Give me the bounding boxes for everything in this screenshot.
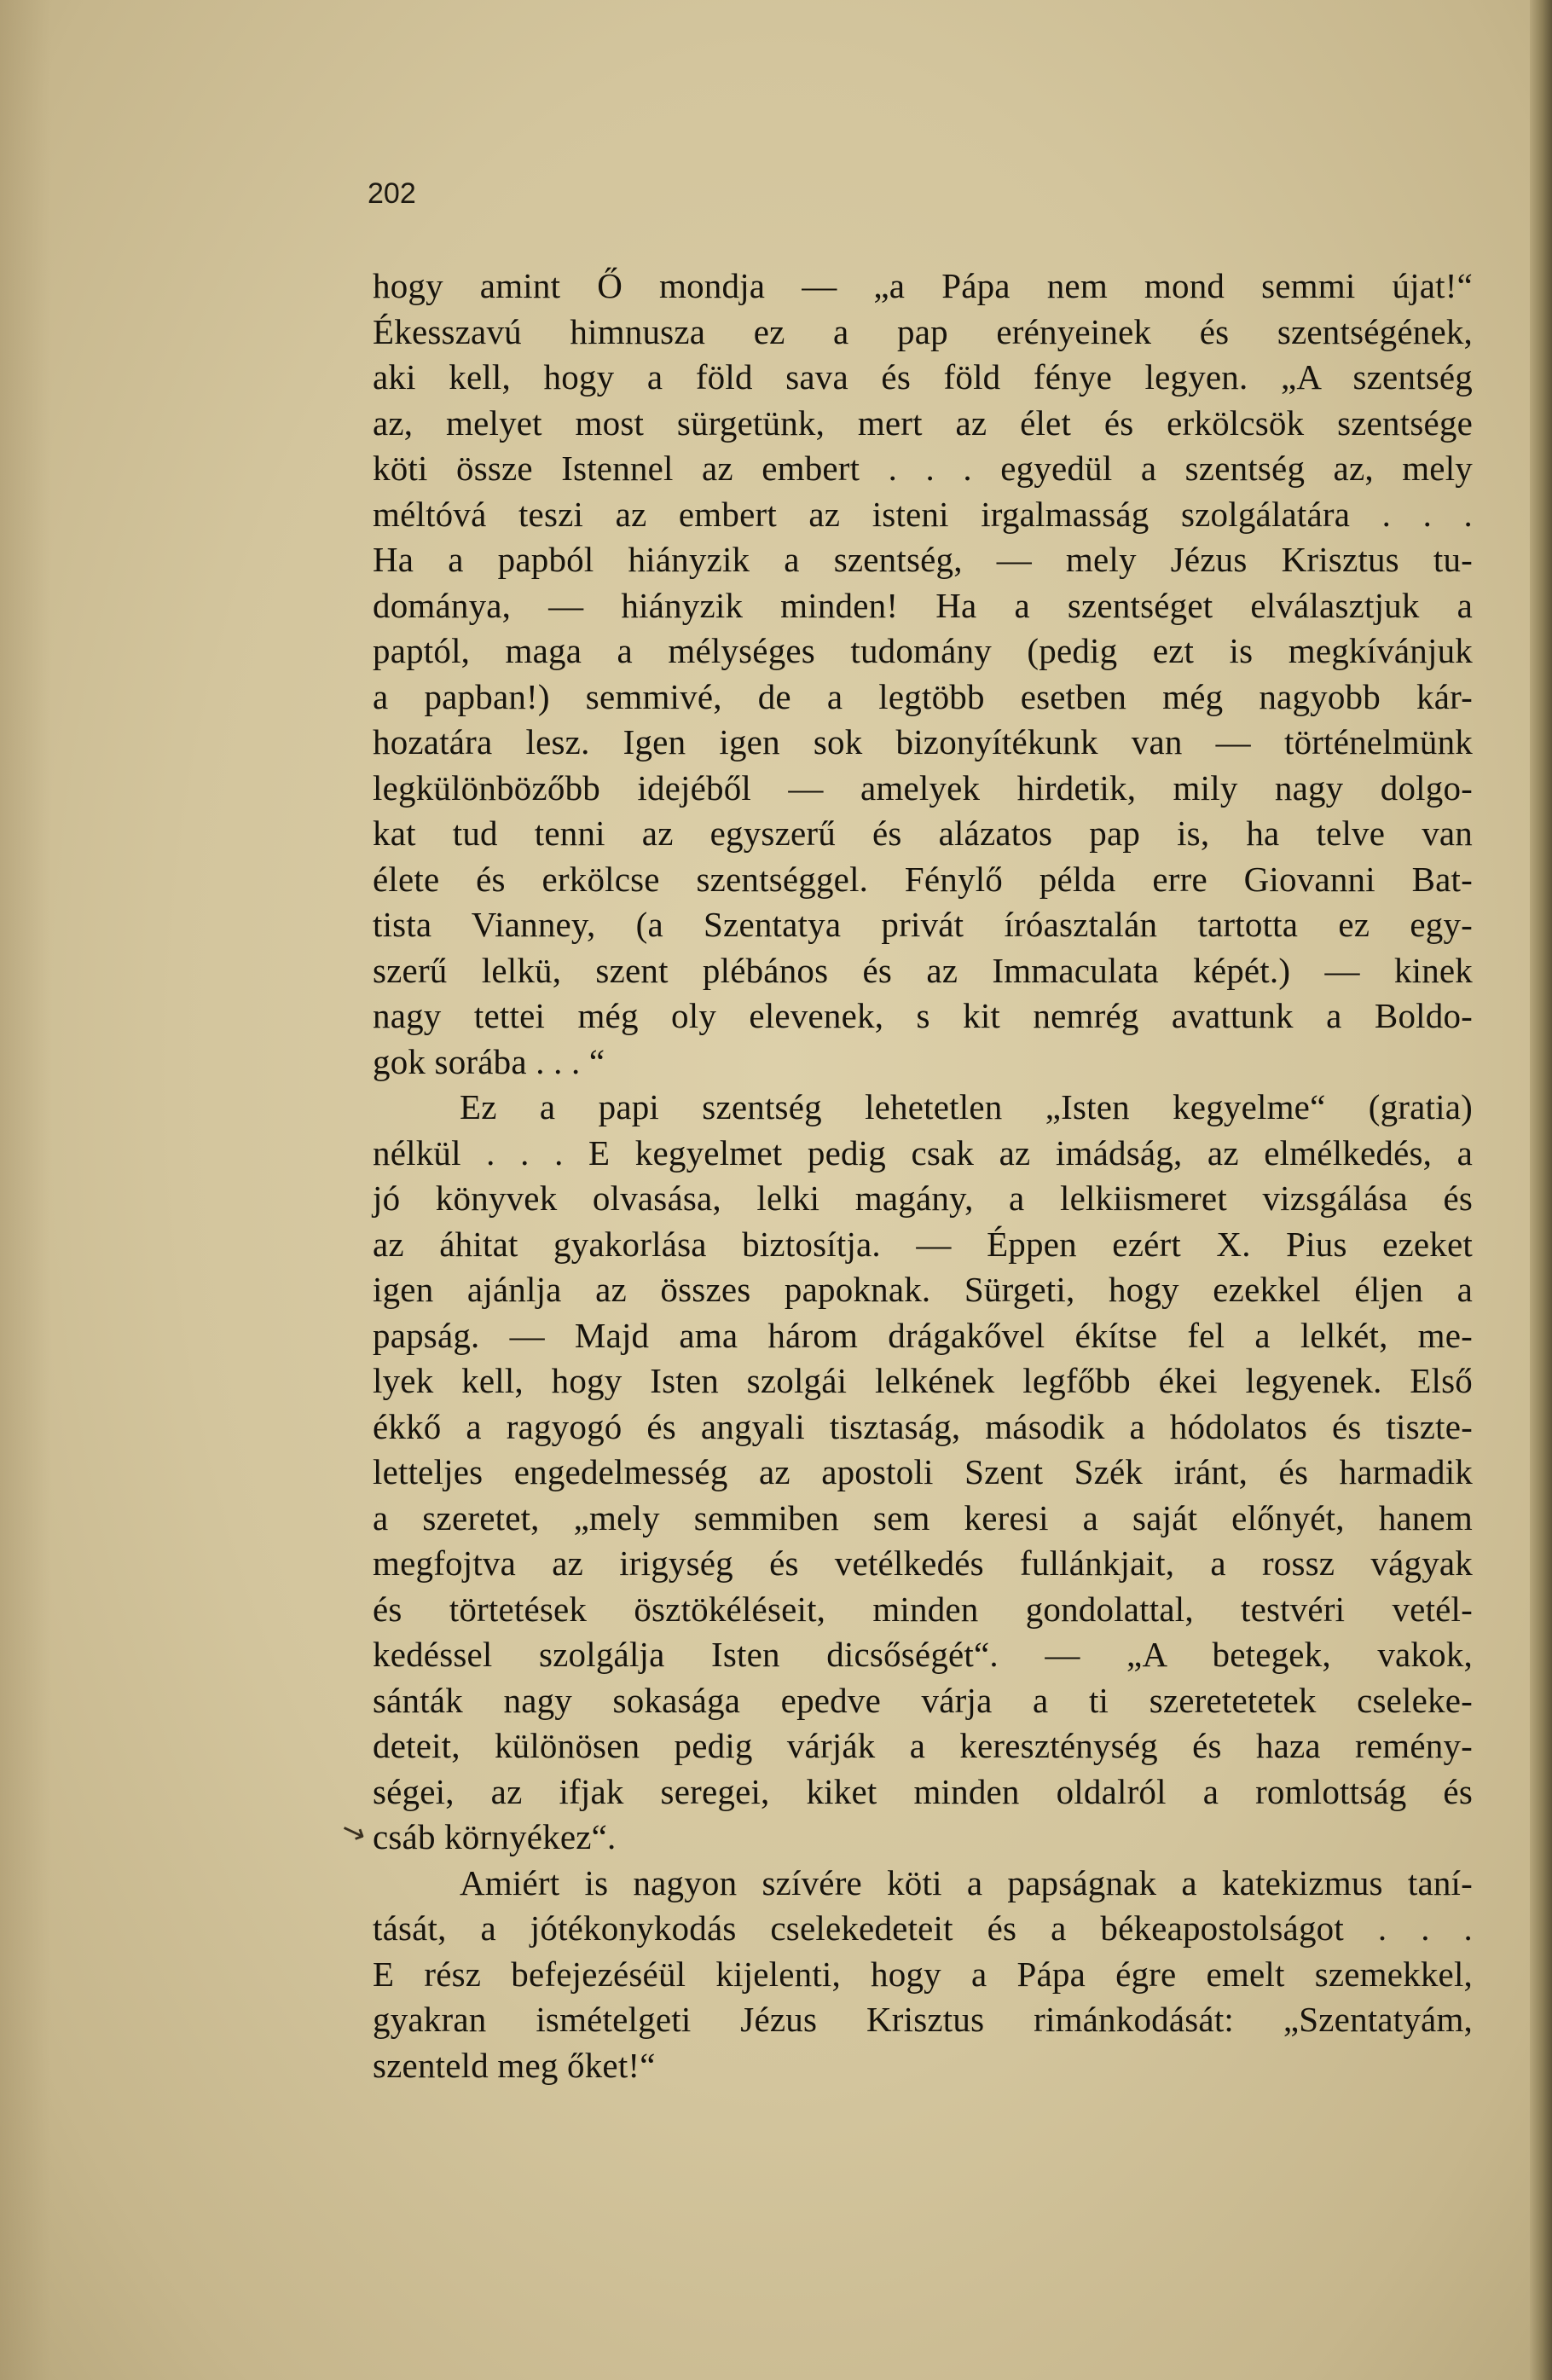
page-number: 202 [368, 177, 416, 210]
text-line: élete és erkölcse szentséggel. Fénylő példa erre Giovanni Bat- [373, 859, 1473, 899]
text-line: aki kell, hogy a föld sava és föld fénye legyen. „A szentség [373, 357, 1473, 397]
text-line: E rész befejezéséül kijelenti, hogy a Pápa égre emelt szemekkel, [373, 1954, 1473, 1994]
text-line: gok sorába . . . “ [373, 1041, 605, 1081]
text-line: Amiért is nagyon szívére köti a papságnak a katekizmus taní- [460, 1862, 1473, 1902]
text-line: ékkő a ragyogó és angyali tisztaság, második a hódolatos és tiszte- [373, 1406, 1473, 1446]
text-line: paptól, maga a mélységes tudomány (pedig ezt is megkívánjuk [373, 631, 1473, 670]
text-line: méltóvá teszi az embert az isteni irgalmasság szolgálatára . . . [373, 494, 1473, 534]
text-line: dománya, — hiányzik minden! Ha a szentséget elválasztjuk a [373, 585, 1473, 625]
text-line: papság. — Majd ama három drágakővel ékítse fel a lelkét, me- [373, 1315, 1473, 1355]
text-line: deteit, különösen pedig várják a kereszténység és haza remény- [373, 1726, 1473, 1765]
text-line: sánták nagy sokasága epedve várja a ti szeretetetek cseleke- [373, 1680, 1473, 1720]
text-line: kedéssel szolgálja Isten dicsőségét“. — „A betegek, vakok, [373, 1635, 1473, 1674]
margin-pencil-mark: ↘ [336, 1811, 371, 1852]
text-line: szerű lelkü, szent plébános és az Immaculata képét.) — kinek [373, 950, 1473, 990]
text-line: hogy amint Ő mondja — „a Pápa nem mond semmi újat!“ [373, 266, 1473, 305]
text-line: megfojtva az irigység és vetélkedés fullánkjait, a rossz vágyak [373, 1543, 1473, 1583]
text-line: Ha a papból hiányzik a szentség, — mely Jézus Krisztus tu- [373, 540, 1473, 579]
text-line: igen ajánlja az összes papoknak. Sürgeti, hogy ezekkel éljen a [373, 1270, 1473, 1309]
text-line: a papban!) semmivé, de a legtöbb esetben még nagyobb kár- [373, 676, 1473, 716]
page-left-shading [0, 0, 51, 2380]
text-line: tását, a jótékonykodás cselekedeteit és a békeapostolságot . . . [373, 1908, 1473, 1948]
text-line: köti össze Istennel az embert . . . egyedül a szentség az, mely [373, 449, 1473, 488]
text-line: legkülönbözőbb idejéből — amelyek hirdetik, mily nagy dolgo- [373, 767, 1473, 808]
text-line: jó könyvek olvasása, lelki magány, a lelkiismeret vizsgálása és [373, 1178, 1473, 1218]
body-text [373, 263, 1473, 2088]
text-line: az áhitat gyakorlása biztosítja. — Éppen ezért X. Pius ezeket [373, 1224, 1473, 1264]
text-line: nélkül . . . E kegyelmet pedig csak az imádság, az elmélkedés, a [373, 1132, 1473, 1173]
text-line: lyek kell, hogy Isten szolgái lelkének legfőbb ékei legyenek. Első [373, 1361, 1473, 1400]
text-line: nagy tettei még oly elevenek, s kit nemrég avattunk a Boldo- [373, 996, 1473, 1035]
text-line: tista Vianney, (a Szentatya privát íróasztalán tartotta ez egy- [373, 905, 1473, 944]
text-line: hozatára lesz. Igen igen sok bizonyítékunk van — történelmünk [373, 722, 1473, 761]
page-right-edge [1530, 0, 1552, 2380]
text-line: letteljes engedelmesség az apostoli Szent Szék iránt, és harmadik [373, 1452, 1473, 1491]
text-line: csáb környékez“. [373, 1817, 617, 1856]
text-line: Ez a papi szentség lehetetlen „Isten kegyelme“ (gratia) [460, 1087, 1473, 1126]
text-line: a szeretet, „mely semmiben sem keresi a saját előnyét, hanem [373, 1497, 1473, 1537]
text-line: és törtetések ösztökéléseit, minden gondolattal, testvéri vetél- [373, 1589, 1473, 1629]
text-line: ségei, az ifjak seregei, kiket minden oldalról a romlottság és [373, 1771, 1473, 1811]
text-line: az, melyet most sürgetünk, mert az élet és erkölcsök szentsége [373, 402, 1473, 443]
text-line: Ékesszavú himnusza ez a pap erényeinek és szentségének, [373, 311, 1473, 351]
text-line: kat tud tenni az egyszerű és alázatos pap is, ha telve van [373, 814, 1473, 853]
text-line: gyakran ismételgeti Jézus Krisztus rimánkodását: „Szentatyám, [373, 2000, 1473, 2039]
text-line: szenteld meg őket!“ [373, 2045, 656, 2085]
